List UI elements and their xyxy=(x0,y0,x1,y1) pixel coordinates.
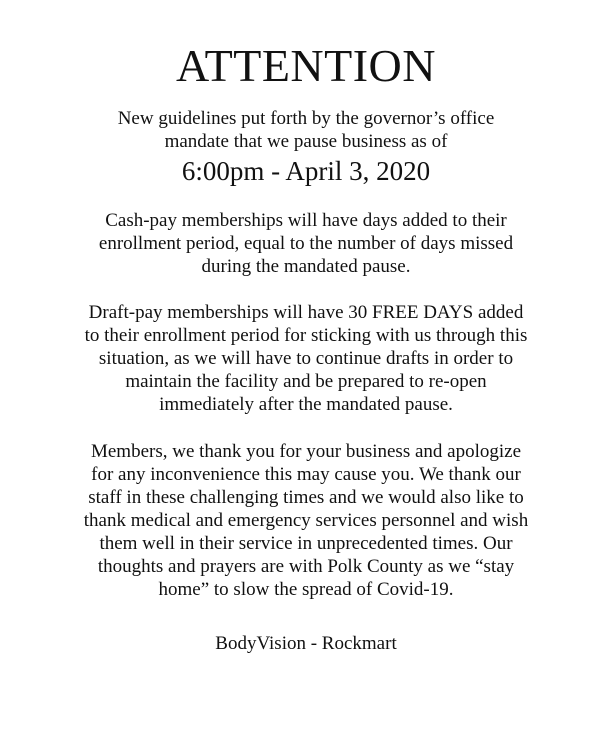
paragraph-line: thank medical and emergency services personnel and wish xyxy=(83,510,529,531)
paragraph-line: them well in their service in unprecedented times. Our xyxy=(99,533,513,554)
paragraph-line: Cash-pay memberships will have days added to their xyxy=(105,210,507,231)
thank-you-paragraph xyxy=(0,440,612,601)
paragraph-line: Draft-pay memberships will have 30 FREE DAYS added xyxy=(88,302,524,323)
intro-text xyxy=(0,107,612,153)
paragraph-line: immediately after the mandated pause. xyxy=(159,394,453,415)
intro-line: New guidelines put forth by the governor’s office xyxy=(117,108,495,129)
paragraph-line: during the mandated pause. xyxy=(201,256,411,277)
paragraph-line: for any inconvenience this may cause you. We thank our xyxy=(91,464,521,485)
paragraph-line: maintain the facility and be prepared to re-open xyxy=(125,371,487,392)
notice-title: ATTENTION xyxy=(176,40,436,91)
paragraph-line: to their enrollment period for sticking with us through this xyxy=(84,325,528,346)
signature: BodyVision - Rockmart xyxy=(215,633,397,654)
pause-date: 6:00pm - April 3, 2020 xyxy=(181,156,431,186)
paragraph-line: thoughts and prayers are with Polk County as we “stay xyxy=(97,556,515,577)
paragraph-line: enrollment period, equal to the number of days missed xyxy=(98,233,514,254)
intro-line: mandate that we pause business as of xyxy=(164,131,448,152)
paragraph-line: home” to slow the spread of Covid-19. xyxy=(158,579,454,600)
paragraph-line: staff in these challenging times and we would also like to xyxy=(88,487,524,508)
cash-pay-paragraph xyxy=(0,209,612,278)
draft-pay-paragraph xyxy=(0,301,612,416)
paragraph-line: situation, as we will have to continue drafts in order to xyxy=(98,348,514,369)
paragraph-line: Members, we thank you for your business and apologize xyxy=(90,441,522,462)
